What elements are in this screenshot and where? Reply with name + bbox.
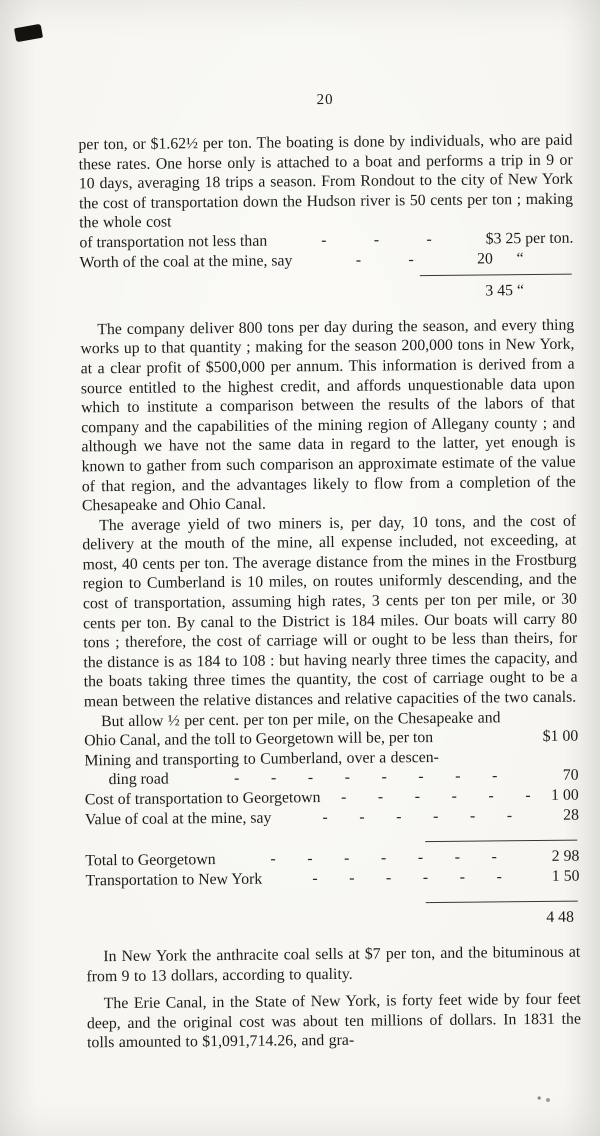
- cost-amount: 28: [563, 806, 580, 824]
- cost-label: of transportation not less than: [79, 232, 268, 252]
- page-content: [78, 90, 581, 1054]
- paragraph-average-yield: The average yield of two miners is, per day, 10 tons, and the cost of delivery at the mouth of the mine, all expense included, not exceeding, at most, 40 cents per ton. The average distance from the mines in the Frostburg region to Cumberland is 10 miles, on routes uniformly descending, and the cost of transportation, assuming high rates, 3 cents per ton per mile, or 30 cents per ton. By canal to the District is 184 miles. Our boats will carry 80 tons ; therefore, the cost of carriage will or ought to be less than theirs, for the distance is as 184 to 108 : but having nearly three times the capacity, and the boats taking three times the quantity, the cost of carriage ought to be a mean between the relative distances and relative capacities of the two canals.: [82, 512, 578, 711]
- cost-line-coal-worth: [80, 248, 574, 272]
- dash-leaders: - - -: [321, 230, 432, 250]
- paragraph-allow-toll-line1: But allow ½ per cent. per ton per mile, on the Chesapeake and: [100, 708, 501, 730]
- scan-artifact-bottom-right: [536, 1094, 552, 1104]
- cost-label: ding road: [108, 770, 169, 789]
- cost-amount: 70: [562, 767, 579, 785]
- grand-total: 4 48: [546, 909, 575, 927]
- total-label: Total to Georgetown: [85, 851, 216, 870]
- subtotal-per-ton: 3 45 “: [485, 282, 524, 300]
- dash-leaders: - -: [355, 250, 414, 269]
- scan-artifact-top-left: [14, 24, 43, 42]
- paragraph-boating-costs: per ton, or $1.62½ per ton. The boating is done by individuals, who are paid these rates. One horse only is attached to a boat and performs a trip in 9 or 10 days, averaging 18 trips a season. From Rondout to the city of New York the cost of transportation down the Hudson river is 50 cents per ton ; making the whole cost: [78, 131, 574, 232]
- cost-label: Ohio Canal, and the toll to Georgetown will be, per ton: [84, 729, 434, 750]
- paragraph-new-york-prices: In New York the anthracite coal sells at $7 per ton, and the bituminous at from 9 to 13 dollars, according to quality.: [86, 943, 581, 985]
- dash-leaders: [433, 741, 543, 742]
- paragraph-erie-canal: The Erie Canal, in the State of New York, is forty feet wide by four feet deep, and the original cost was about ten millions of dollars. In 1831 the tolls amounted to $1,091,714.26, and gra-: [86, 990, 581, 1052]
- cost-label: Value of coal at the mine, say: [84, 809, 272, 828]
- cost-amount: $1 00: [542, 727, 579, 746]
- dash-leaders: - - - - - - -: [270, 848, 497, 868]
- cost-amount: $3 25 per ton.: [485, 229, 574, 248]
- cost-label: Worth of the coal at the mine, say: [79, 251, 293, 271]
- sum-rule: [426, 901, 578, 903]
- page-number: 20: [316, 91, 334, 109]
- dash-leaders: - - - - - -: [322, 806, 513, 826]
- dash-leaders: - - - - - -: [340, 787, 531, 806]
- total-label: Transportation to New York: [85, 870, 263, 890]
- paragraph-company-delivery: The company deliver 800 tons per day during the season, and every thing works up to that quantity ; making for the season 200,000 tons in New York, at a clear profit of $500,000 per annum. This information is derived from a source entitled to the highest credit, and affords unquestionable data upon which to institute a comparison between the results of the labors of that company and the capabilities of the mining region of Allegany county ; and although we have not the same data in regard to the latter, yet enough is known to gather from such comparison an approximate estimate of the value of that region, and the advantages likely to flow from a completion of the Chesapeake and Ohio Canal.: [80, 316, 576, 515]
- cost-label: Cost of transportation to Georgetown: [84, 789, 321, 809]
- paragraph-mining-transporting: Mining and transporting to Cumberland, over a descen-: [84, 748, 439, 770]
- sum-rule: [425, 840, 577, 842]
- cost-amount: 1 00: [551, 786, 579, 804]
- dash-leaders: - - - - - - - -: [234, 767, 498, 788]
- total-amount: 2 98: [551, 847, 580, 866]
- cost-amount: 20 “: [477, 249, 524, 268]
- dash-leaders: - - - - - -: [312, 868, 502, 887]
- total-amount: 1 50: [551, 867, 580, 885]
- sum-rule: [420, 274, 572, 276]
